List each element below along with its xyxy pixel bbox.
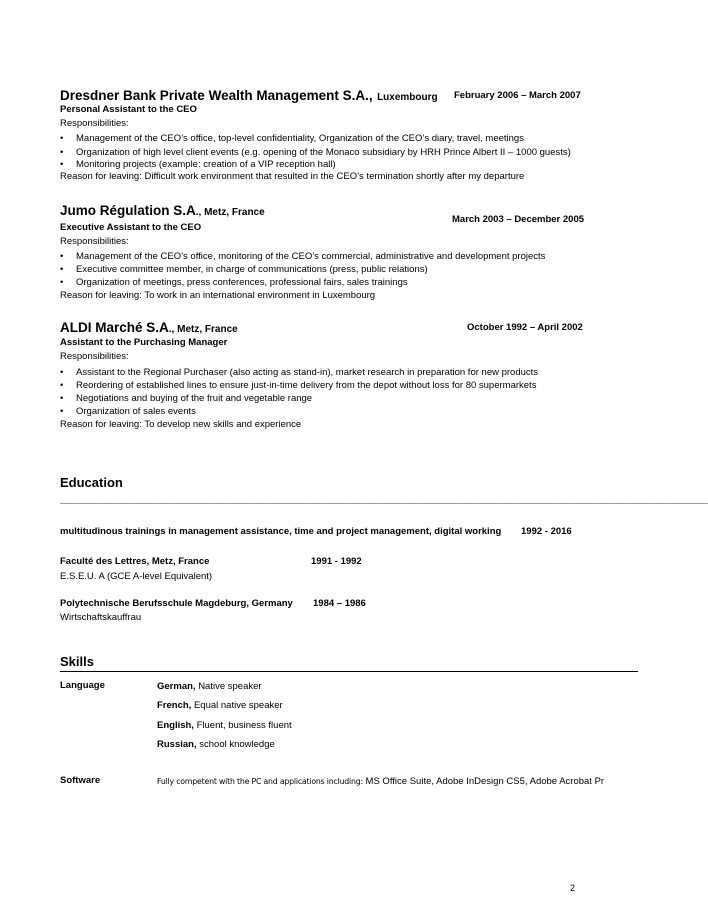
education-detail: E.S.E.U. A (GCE A-level Equivalent)	[60, 571, 213, 582]
bullet-icon: •	[60, 380, 64, 391]
education-dates: 1991 - 1992	[311, 556, 362, 567]
job-role: Assistant to the Purchasing Manager	[60, 337, 228, 348]
bullet-icon: •	[60, 251, 64, 262]
education-detail: Wirtschaftskauffrau	[60, 612, 142, 623]
language-item: English, Fluent, business fluent	[157, 720, 292, 731]
language-item: German, Native speaker	[157, 681, 262, 692]
bullet-icon: •	[60, 367, 64, 378]
education-title: Polytechnische Berufsschule Magdeburg, Germany	[60, 598, 293, 609]
responsibilities-label: Responsibilities:	[60, 118, 129, 129]
job-company: Dresdner Bank Private Wealth Management S.A.,	[60, 88, 373, 103]
responsibilities-label: Responsibilities:	[60, 351, 129, 362]
education-divider: ________________________________________________________________________________________________________________________________	[60, 494, 708, 505]
education-title: Faculté des Lettres, Metz, France	[60, 556, 210, 567]
skills-divider	[60, 671, 638, 672]
bullet-icon: •	[60, 393, 64, 404]
job-dates: October 1992 – April 2002	[467, 322, 583, 333]
page-number: 2	[570, 883, 576, 893]
language-item: French, Equal native speaker	[157, 700, 283, 711]
reason-for-leaving: Reason for leaving: To develop new skills and experience	[60, 419, 302, 430]
language-label: Language	[60, 680, 105, 691]
reason-for-leaving: Reason for leaving: To work in an international environment in Luxembourg	[60, 290, 376, 301]
job-1-header	[60, 87, 438, 105]
responsibilities-label: Responsibilities:	[60, 236, 129, 247]
bullet-icon: •	[60, 264, 64, 275]
bullet-icon: •	[60, 159, 64, 170]
job-2-header	[60, 202, 265, 220]
language-item: Russian, school knowledge	[157, 739, 275, 750]
education-dates: 1984 – 1986	[313, 598, 366, 609]
bullet-icon: •	[60, 147, 64, 158]
job-role: Executive Assistant to the CEO	[60, 222, 202, 233]
job-3-header	[60, 319, 238, 337]
software-text: Fully competent with the PC and applications including: MS Office Suite, Adobe InDesign CS5, Adobe Acrobat Pr	[157, 776, 605, 787]
job-company: Jumo Régulation S.A	[60, 203, 196, 218]
job-location: ., Metz, France	[195, 207, 265, 218]
reason-for-leaving: Reason for leaving: Difficult work environment that resulted in the CEO’s termination shortly after my departure	[60, 171, 525, 182]
skills-heading: Skills	[60, 654, 94, 669]
job-company: ALDI Marché S.A	[60, 320, 169, 335]
education-title: multitudinous trainings in management assistance, time and project management, digital working	[60, 526, 502, 537]
job-dates: February 2006 – March 2007	[454, 90, 581, 101]
education-dates: 1992 - 2016	[521, 526, 572, 537]
bullet-icon: •	[60, 277, 64, 288]
bullet-icon: •	[60, 133, 64, 144]
job-dates: March 2003 – December 2005	[452, 214, 585, 225]
job-location: Luxembourg	[377, 92, 438, 103]
bullet-icon: •	[60, 406, 64, 417]
education-heading: Education	[60, 475, 123, 490]
job-location: ., Metz, France	[168, 324, 238, 335]
software-label: Software	[60, 775, 101, 786]
job-role: Personal Assistant to the CEO	[60, 104, 197, 115]
